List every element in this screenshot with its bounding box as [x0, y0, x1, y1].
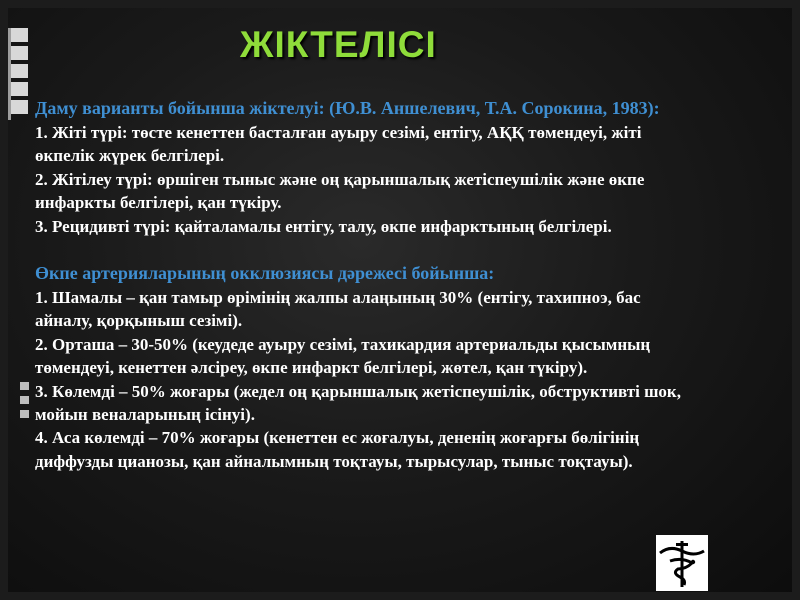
decorative-squares-icon [20, 382, 30, 418]
list-item: 1. Шамалы – қан тамыр өрімінің жалпы алаңының 30% (ентігу, тахипноэ, бас айналу, қорқыныш сезімі). [35, 288, 641, 331]
list-item: 3. Көлемді – 50% жоғары (жедел оң қарыншалық жетіспеушілік, обструктивті шок, мойын веналарының ісінуі). [35, 381, 681, 425]
section-heading-occlusion: Өкпе артерияларының окклюзиясы дәрежесі бойынша: [35, 263, 495, 284]
slide-title: ЖІКТЕЛІСІ [240, 24, 437, 65]
caduceus-icon [656, 535, 708, 591]
list-item: 2. Жітілеу түрі: өршіген тыныс және оң қарыншалық жетіспеушілік және өкпе инфаркты белгілері, қан түкіру. [35, 169, 645, 213]
decorative-stripes-icon [8, 28, 30, 124]
slide-content [35, 96, 695, 473]
list-item: 1. Жіті түрі: төсте кенеттен басталған ауыру сезімі, ентігу, АҚҚ төмендеуі, жіті өкпелік жүрек белгілері. [35, 123, 642, 166]
list-item: 3. Рецидивті түрі: қайталамалы ентігу, талу, өкпе инфарктының белгілері. [35, 216, 612, 236]
list-item: 2. Орташа – 30-50% (кеудеде ауыру сезімі, тахикардия артериальды қысымның төмендеуі, кенеттен әлсіреу, өкпе инфаркт белгілері, жөтел, қан түкіру). [35, 334, 651, 378]
section-heading-development: Даму варианты бойынша жіктелуі: (Ю.В. Аншелевич, Т.А. Сорокина, 1983): [35, 98, 660, 118]
list-item: 4. Аса көлемді – 70% жоғары (кенеттен ес жоғалуы, дененің жоғарғы бөлігінің диффузды цианозы, қан айналымның тоқтауы, тырысулар, тыныс тоқтауы). [35, 428, 640, 471]
